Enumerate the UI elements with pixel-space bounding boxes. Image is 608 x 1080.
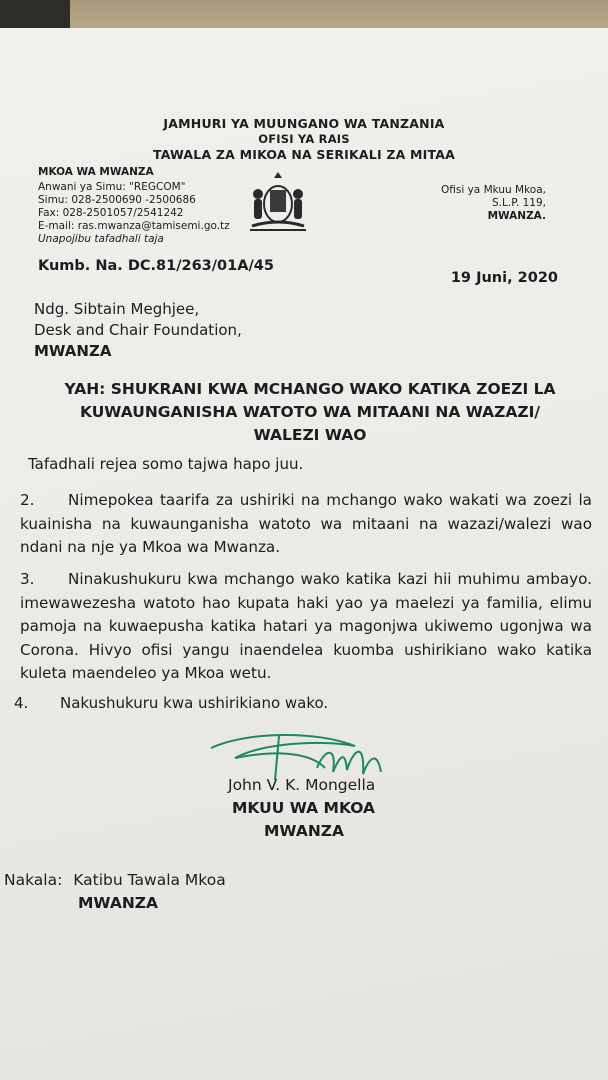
paragraph-4-text: Nakushukuru kwa ushirikiano wako. bbox=[60, 694, 329, 712]
recipient-organization: Desk and Chair Foundation, bbox=[34, 321, 242, 339]
subject-line3: WALEZI WAO bbox=[253, 426, 367, 444]
sender-email: E-mail: ras.mwanza@tamisemi.go.tz bbox=[38, 220, 230, 232]
address-line3: MWANZA. bbox=[487, 210, 546, 222]
paragraph-2-rest: kuainisha na kuwaunganisha watoto wa mitaani na wazazi/walezi wao ndani na nje ya Mkoa wa Mwanza. bbox=[20, 514, 592, 556]
letterhead-line3: TAWALA ZA MIKOA NA SERIKALI ZA MITAA bbox=[152, 147, 456, 162]
signatory-title: MKUU WA MKOA bbox=[232, 799, 376, 817]
paragraph-1: Tafadhali rejea somo tajwa hapo juu. bbox=[28, 455, 304, 473]
recipient-name: Ndg. Sibtain Meghjee, bbox=[34, 300, 200, 318]
copy-recipient: Katibu Tawala Mkoa bbox=[73, 871, 226, 889]
paragraph-2-number: 2. bbox=[20, 491, 35, 509]
sender-telegram: Anwani ya Simu: "REGCOM" bbox=[38, 181, 186, 193]
paragraph-4-number: 4. bbox=[14, 694, 29, 712]
signatory-city: MWANZA bbox=[264, 822, 345, 840]
address-line2: S.L.P. 119, bbox=[492, 197, 546, 209]
subject-line1: YAH: SHUKRANI KWA MCHANGO WAKO KATIKA ZOEZI LA bbox=[64, 380, 556, 398]
paragraph-4 bbox=[14, 692, 328, 715]
letterhead-line1: JAMHURI YA MUUNGANO WA TANZANIA bbox=[163, 116, 445, 131]
reference-number: Kumb. Na. DC.81/263/01A/45 bbox=[38, 258, 274, 274]
paragraph-3-number: 3. bbox=[20, 570, 35, 588]
paragraph-3-first: Ninakushukuru kwa mchango wako katika kazi hii muhimu ambayo. bbox=[68, 570, 592, 588]
letter-date: 19 Juni, 2020 bbox=[450, 270, 558, 286]
signatory-name: John V. K. Mongella bbox=[228, 776, 376, 794]
address-line1: Ofisi ya Mkuu Mkoa, bbox=[440, 184, 546, 196]
letter-paper bbox=[0, 28, 608, 1080]
sender-phone: Simu: 028-2500690 -2500686 bbox=[38, 194, 196, 206]
recipient-city: MWANZA bbox=[34, 342, 112, 360]
subject-line2: KUWAUNGANISHA WATOTO WA MITAANI NA WAZAZI/ bbox=[79, 403, 541, 421]
paragraph-2 bbox=[20, 489, 592, 560]
paragraph-2-first: Nimepokea taarifa za ushiriki na mchango wako wakati wa zoezi la bbox=[68, 491, 592, 509]
sender-office: MKOA WA MWANZA bbox=[38, 166, 154, 178]
copy-line bbox=[4, 871, 226, 889]
paragraph-3 bbox=[20, 568, 592, 686]
copy-label: Nakala: bbox=[4, 871, 63, 889]
paragraph-3-rest: imewawezesha watoto hao kupata haki yao ya maelezi ya familia, elimu pamoja na kuwaepusha katika hatari ya magonjwa ukiwemo ugonjwa wa Corona. Hivyo ofisi yangu inaendelea kuomba ushirikiano wako katika kuleta maendeleo ya Mkoa wetu. bbox=[20, 593, 592, 682]
coat-of-arms-icon bbox=[244, 168, 312, 236]
sender-reply-note: Unapojibu tafadhali taja bbox=[38, 233, 164, 245]
letterhead-line2: OFISI YA RAIS bbox=[258, 132, 350, 146]
copy-city: MWANZA bbox=[78, 894, 159, 912]
sender-fax: Fax: 028-2501057/2541242 bbox=[38, 207, 184, 219]
